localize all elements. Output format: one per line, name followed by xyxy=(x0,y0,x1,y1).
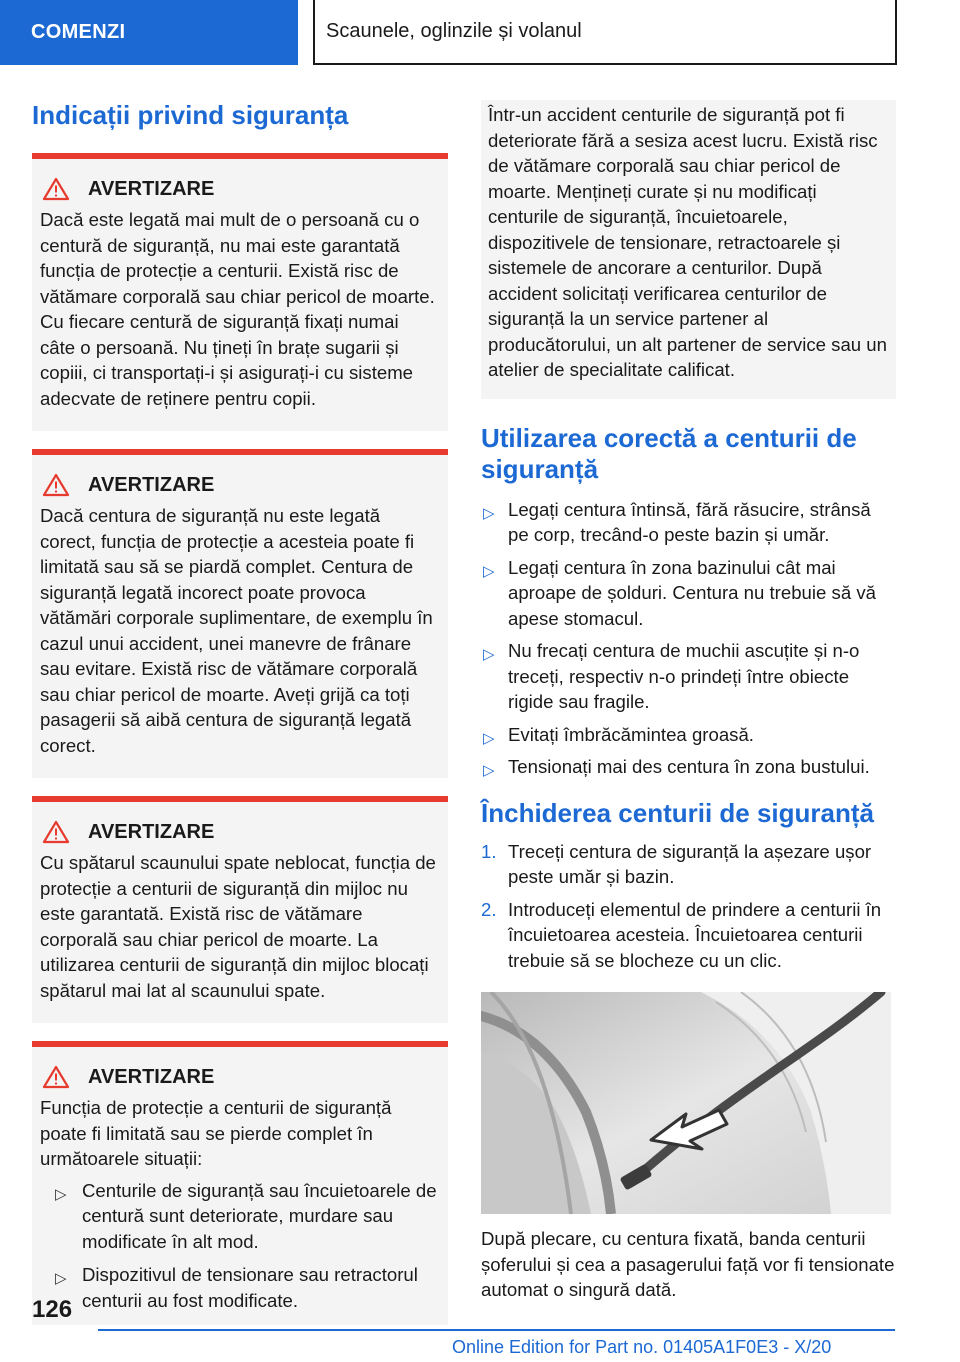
triangle-bullet-icon: ▷ xyxy=(55,1185,67,1203)
warning-text: Cu spătarul scaunului spate neblocat, funcția de protecție a centurii de siguranță din mijloc nu este garantată. Există risc de vătămare corporală sau chiar pericol de moarte. La utilizarea centurii de siguranță din mijloc blocați spătarul mai lat al scaunului spate. xyxy=(40,852,436,1001)
safety-title: Indicații privind siguranța xyxy=(32,100,349,130)
list-item-text: Nu frecați centura de muchii ascuțite și n-o treceți, respectiv n-o prindeți între obiecte rigide sau fragile. xyxy=(508,640,860,712)
step-text: Treceți centura de siguranță la așezare ușor peste umăr și bazin. xyxy=(508,840,872,887)
warning-box xyxy=(32,1041,448,1325)
warning-bullet-list xyxy=(40,1178,438,1314)
warning-text: Dacă este legată mai mult de o persoană cu o centură de siguranță, nu mai este garantată funcția de protecție a centurii. Există risc de vătămare corporală sau chiar pericol de moarte. Cu fiecare centură de siguranță fixați numai câte o persoană. Nu țineți în brațe sugarii și copiii, ci transportați-i și asigurați-i cu sisteme adecvate de reținere pentru copii. xyxy=(40,209,435,409)
warning-header xyxy=(40,471,438,499)
seatbelt-photo xyxy=(481,992,891,1214)
page-number: 126 xyxy=(32,1296,73,1323)
warning-box xyxy=(32,449,448,778)
warning-box xyxy=(32,153,448,431)
step-text: Introduceți elementul de prindere a centurii în încuietoarea acesteia. Încuietoarea centurii trebuie să se blocheze cu un clic. xyxy=(508,898,882,971)
warning-header xyxy=(40,1063,438,1091)
warning-label: AVERTIZARE xyxy=(88,1065,215,1088)
edition-footer: Online Edition for Part no. 01405A1F0E3 - X/20 xyxy=(452,1337,832,1357)
warning-triangle-icon xyxy=(42,1065,70,1089)
list-item-text: Tensionați mai des centura în zona bustului. xyxy=(508,756,870,777)
list-item-text: Centurile de siguranță sau încuietoarele de centură sunt deteriorate, murdare sau modificate în alt mod. xyxy=(82,1179,437,1252)
continued-warning-text: Într-un accident centurile de siguranță pot fi deteriorate fără a sesiza acest lucru. Există risc de vătămare corporală sau chiar pericol de moarte. Mențineți curate și nu modificați centurile de siguranță, încuietoarele, dispozitivele de tensionare, retractoarele și sistemele de ancorare a centurilor. După accident solicitați verificarea centurilor de siguranță la un service partener al producătorului, un alt partener de service sau un atelier de specialitate calificat. xyxy=(481,100,896,399)
list-item xyxy=(481,555,896,632)
triangle-bullet-icon: ▷ xyxy=(483,504,495,522)
section-title-correct-use: Utilizarea corectă a centurii de siguranță xyxy=(481,422,857,484)
triangle-bullet-icon: ▷ xyxy=(483,562,495,580)
warning-label: AVERTIZARE xyxy=(88,820,215,843)
triangle-bullet-icon: ▷ xyxy=(483,646,495,663)
fastening-steps xyxy=(481,839,896,974)
warning-box xyxy=(32,796,448,1023)
list-item-text: Dispozitivul de tensionare sau retractorul centurii au fost modificate. xyxy=(82,1264,418,1311)
photo-caption: După plecare, cu centura fixată, banda centurii șoferului și cea a pasagerului față vor fi tensionate automat o singură dată. xyxy=(481,1228,895,1300)
list-item xyxy=(40,1262,438,1313)
warning-text: Funcția de protecție a centurii de siguranță poate fi limitată sau se pierde complet în următoarele situații: xyxy=(40,1097,392,1169)
warning-header xyxy=(40,818,438,846)
warning-triangle-icon xyxy=(42,473,70,497)
warning-triangle-icon xyxy=(42,820,70,844)
triangle-bullet-icon: ▷ xyxy=(483,762,495,779)
list-item xyxy=(40,1178,438,1255)
step-number: 1. xyxy=(481,840,497,862)
warning-label: AVERTIZARE xyxy=(88,473,215,496)
list-item-text: Evitați îmbrăcămintea groasă. xyxy=(508,723,754,745)
seatbelt-illustration xyxy=(481,992,891,1214)
section-tab: COMENZI xyxy=(0,0,298,65)
warning-triangle-icon xyxy=(42,177,70,201)
list-item-text: Legați centura în zona bazinului cât mai aproape de șolduri. Centura nu trebuie să vă apese stomacul. xyxy=(508,556,876,629)
list-item xyxy=(481,754,896,780)
left-column xyxy=(32,100,448,1325)
list-item xyxy=(481,497,896,548)
triangle-bullet-icon: ▷ xyxy=(55,1270,67,1287)
section-title-fastening: Închiderea centurii de siguranță xyxy=(481,797,874,828)
correct-use-list xyxy=(481,497,896,780)
step-item xyxy=(481,897,896,974)
footer-divider xyxy=(98,1329,895,1331)
list-item xyxy=(481,638,896,715)
step-number: 2. xyxy=(481,898,497,920)
list-item-text: Legați centura întinsă, fără răsucire, strânsă pe corp, trecând-o peste bazin și umăr. xyxy=(508,498,871,545)
chapter-title: Scaunele, oglinzile și volanul xyxy=(313,0,897,65)
warning-text: Dacă centura de siguranță nu este legată corect, funcția de protecție a acesteia poate fi limitată sau să se piardă complet. Centura de siguranță legată incorect poate provoca vătămări corporale suplimentare, de exemplu în cazul unui accident, unei manevre de frânare sau evitare. Există risc de vătămare corporală sau chiar pericol de moarte. Aveți grijă ca toți pasagerii să aibă centura de siguranță legată corect. xyxy=(40,505,433,756)
triangle-bullet-icon: ▷ xyxy=(483,729,495,747)
warning-header xyxy=(40,175,438,203)
right-column xyxy=(481,100,896,1303)
warning-label: AVERTIZARE xyxy=(88,177,215,200)
list-item xyxy=(481,722,896,748)
step-item xyxy=(481,839,896,890)
